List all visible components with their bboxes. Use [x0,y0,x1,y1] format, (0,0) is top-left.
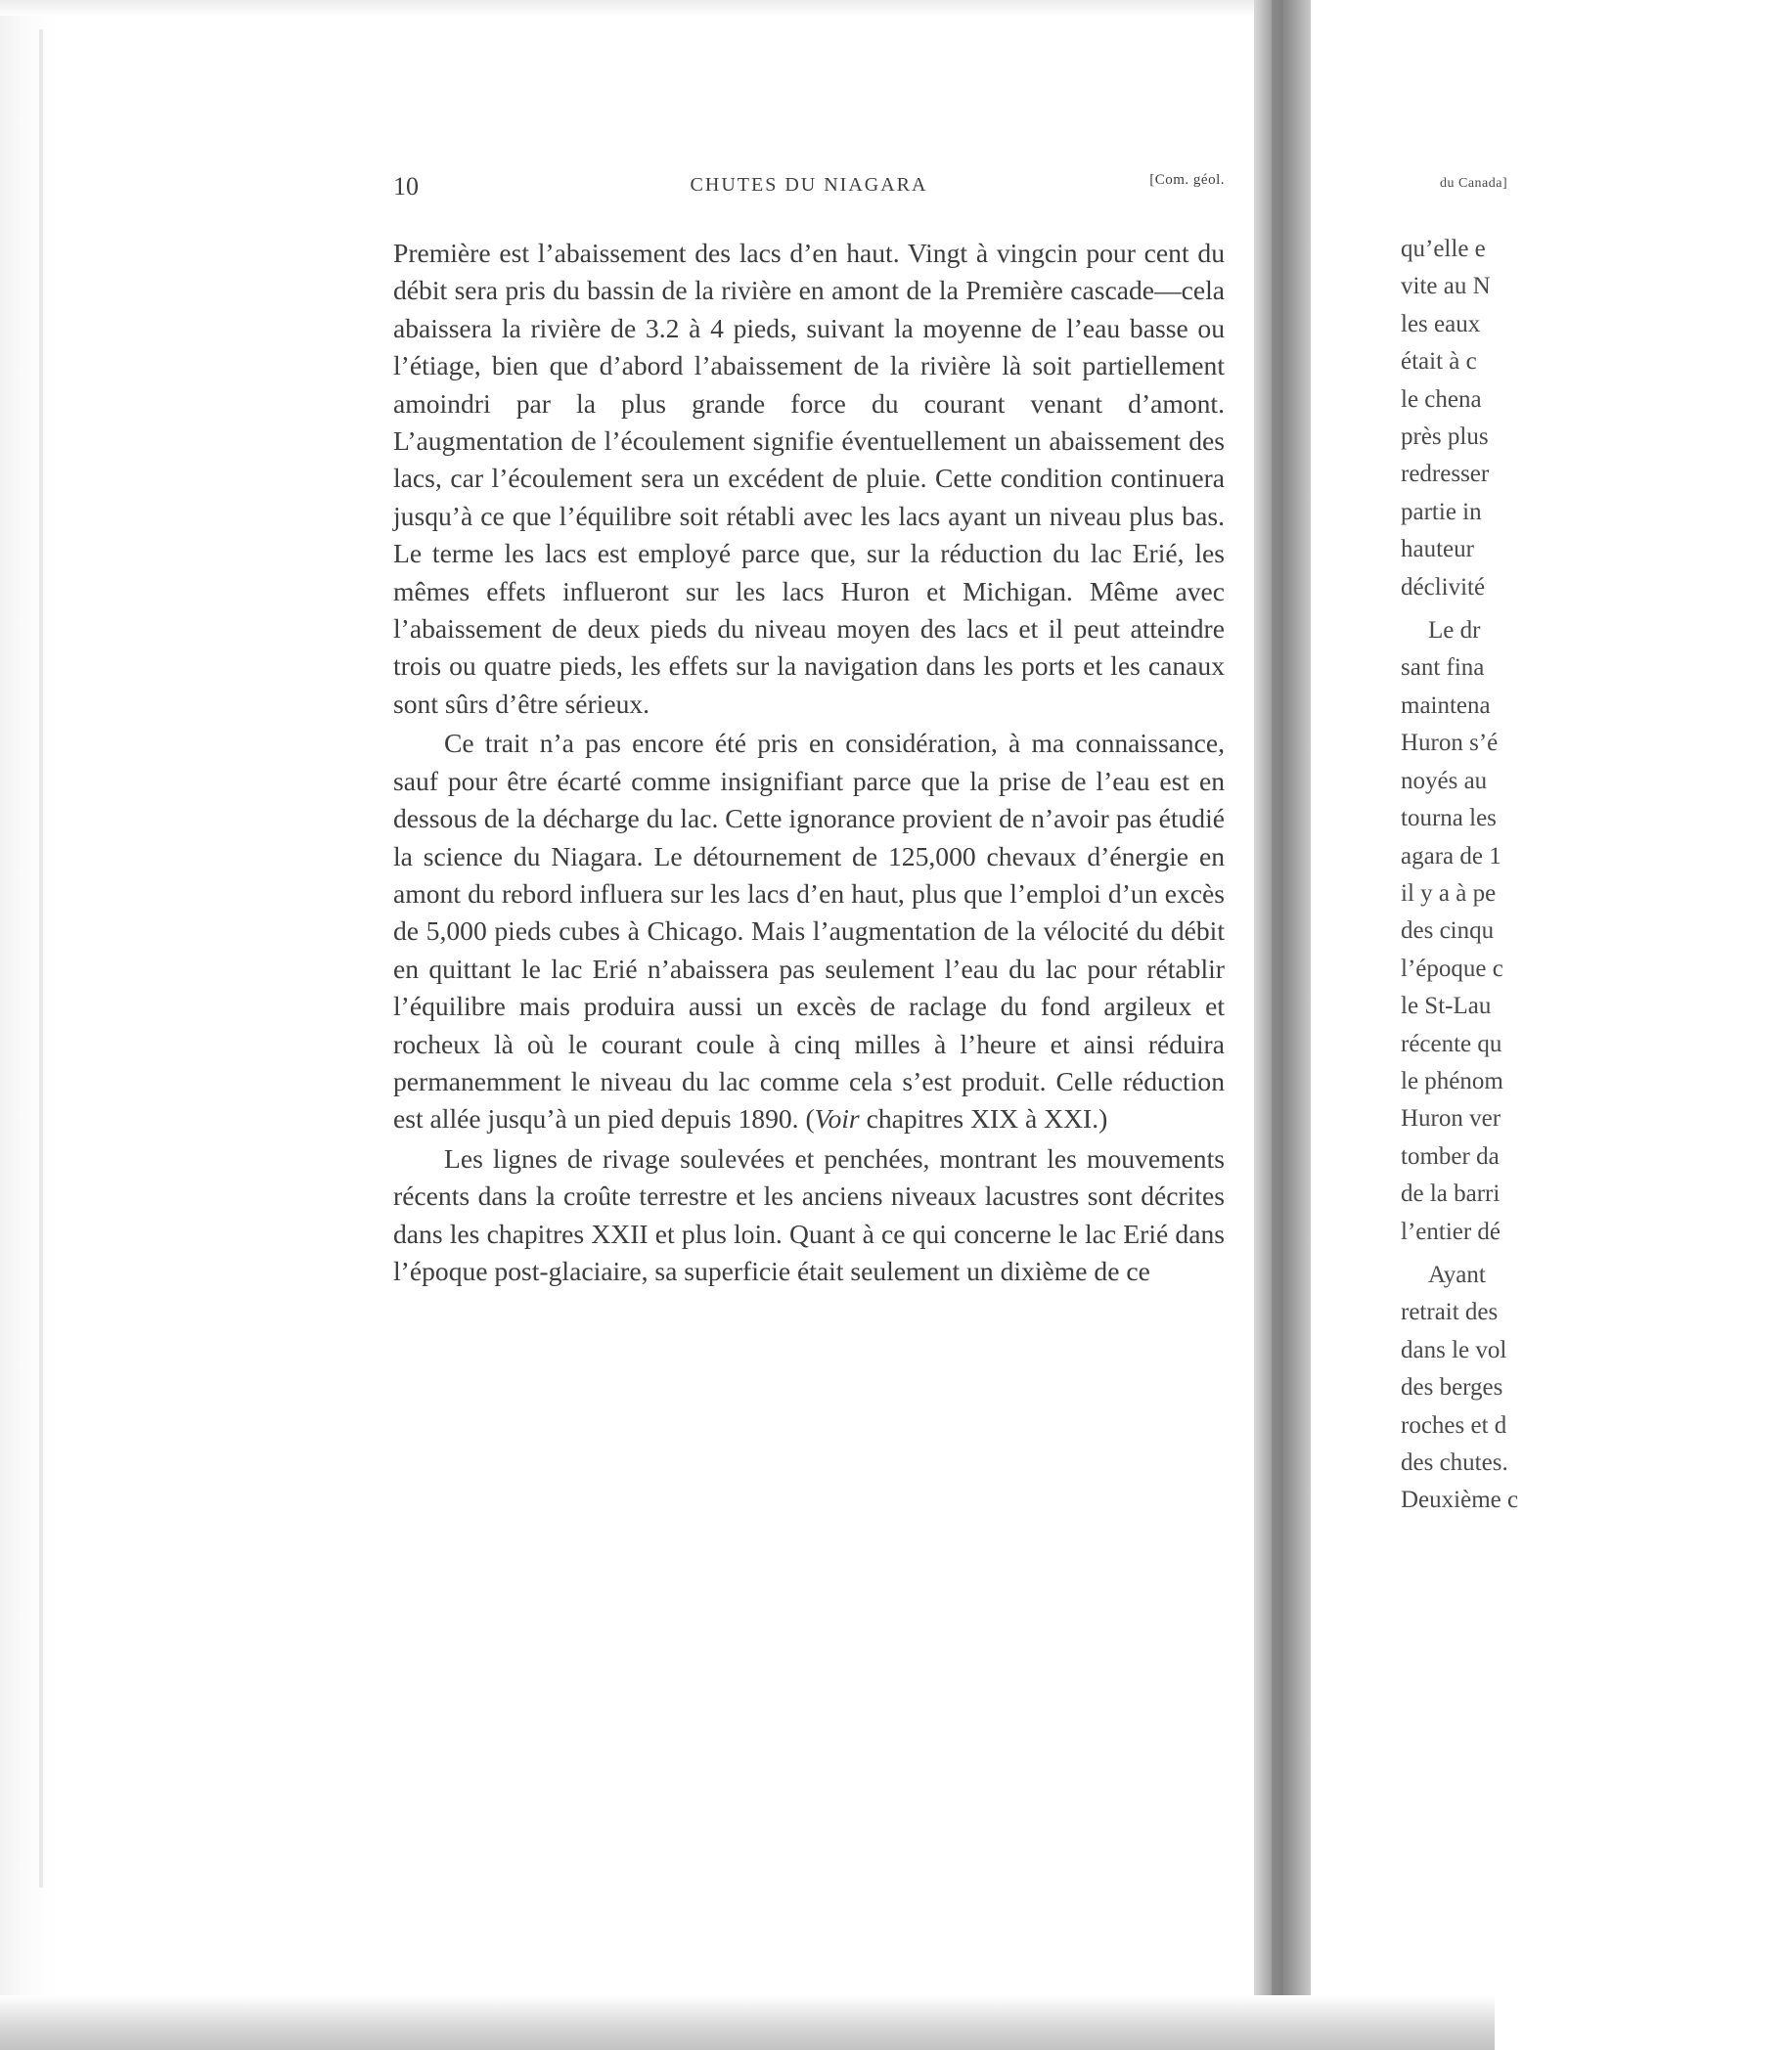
right-page-line: de la barri [1401,1181,1501,1208]
right-page-line: l’entier dé [1401,1218,1501,1245]
right-page-line: était à c [1401,348,1477,376]
paragraph-2-text: Ce trait n’a pas encore été pris en considération, à ma connaissance, sauf pour être écarté comme insignifiant parce que la prise de l’eau est en dessous de la décharge du lac. Cette ignorance provient de n’avoir pas étudié la science du Niagara. Le détournement de 125,000 chevaux d’énergie en amont du rebord influera sur les lacs d’en haut, plus que l’emploi d’un excès de 5,000 pieds cubes à Chicago. Mais l’augmentation de la vélocité du débit en quittant le lac Erié n’abaissera pas seulement l’eau du lac pour rétablir l’équilibre mais produira aussi un excès de raclage du fond argileux et rocheux là où le courant coule à cinq milles à l’heure et ainsi réduira permanemment le niveau du lac comme cela s’est produit. Celle réduction est allée jusqu’à un pied depuis 1890. ( [393,728,1225,1135]
paragraph-2 [393,725,1225,1137]
right-page-line: retrait des [1401,1299,1499,1326]
right-page-line: des cinqu [1401,917,1495,945]
right-page-line: agara de 1 [1401,842,1501,869]
right-page-line: des chutes. [1401,1449,1508,1476]
right-page-line: Huron s’é [1401,730,1499,757]
right-page-line: redresser [1401,461,1490,488]
right-page-line: maintena [1401,691,1491,719]
top-page-edge [0,0,1272,16]
right-page-line: Huron ver [1401,1105,1501,1133]
right-page-line: le phénom [1401,1067,1503,1094]
right-page-line: récente qu [1401,1030,1502,1057]
running-title: CHUTES DU NIAGARA [690,174,928,196]
right-page-line: tourna les [1401,805,1497,832]
paragraph-2-italic: Voir [814,1103,860,1135]
right-page-line: tomber da [1401,1142,1500,1170]
bottom-scan-edge [0,1995,1495,2050]
right-page-line: des berges [1401,1374,1503,1402]
right-page-line: déclivité [1401,573,1486,601]
right-page-line: Deuxième c [1401,1487,1519,1514]
page-stack-line [39,29,43,1888]
right-page-line: les eaux [1401,310,1481,337]
paragraph-1: Première est l’abaissement des lacs d’en haut. Vingt à vingcin pour cent du débit sera pris du bassin de la rivière en amont de la Première cascade—cela abaissera la rivière de 3.2 à 4 pieds, suivant la moyenne de l’eau basse ou l’étiage, bien que d’abord l’abaissement de la rivière là soit partiellement amoindri par la plus grande force du courant venant d’amont. L’augmentation de l’écoulement signifie éventuellement un abaissement des lacs, car l’écoulement sera un excédent de pluie. Cette condition continuera jusqu’à ce que l’équilibre soit rétabli avec les lacs ayant un niveau plus bas. Le terme les lacs est employé parce que, sur la réduction du lac Erié, les mêmes effets influeront sur les lacs Huron et Michigan. Même avec l’abaissement de deux pieds du niveau moyen des lacs et il peut atteindre trois ou quatre pieds, les effets sur la navigation dans les ports et les canaux sont sûrs d’être sérieux. [393,238,1225,719]
right-page-line: roches et d [1401,1411,1507,1439]
body-text [393,235,1225,1290]
right-page-line: Ayant [1428,1261,1486,1288]
left-page [393,166,1225,1290]
right-page-line: sant fina [1401,654,1485,682]
right-page-line: le chena [1401,385,1482,413]
right-page-line: l’époque c [1401,955,1503,982]
right-series-tag: du Canada] [1440,176,1508,191]
gutter-shadow [1272,0,1283,2050]
right-page-line: vite au N [1401,273,1491,300]
right-page-line: Le dr [1428,617,1481,645]
right-page [1401,174,1792,1520]
series-tag: [Com. géol. [1149,172,1225,188]
right-page-line: hauteur [1401,536,1474,563]
right-page-clip [1311,0,1519,2050]
right-page-lines [1401,231,1792,1520]
paragraph-3: Les lignes de rivage soulevées et penchées, montrant les mouvements récents dans la croûte terrestre et les anciens niveaux lacustres sont décrites dans les chapitres XXII et plus loin. Quant à ce qui concerne le lac Erié dans l’époque post-glaciaire, sa superficie était seulement un dixième de ce [393,1142,1225,1286]
page-number: 10 [393,172,419,201]
right-page-line: partie in [1401,498,1482,525]
right-page-line: le St-Lau [1401,993,1492,1020]
paragraph-2-tail: chapitres XIX à XXI.) [859,1103,1108,1135]
running-header [393,166,1225,205]
right-page-line: il y a à pe [1401,879,1497,907]
right-page-line: dans le vol [1401,1336,1507,1363]
right-page-line: près plus [1401,423,1489,451]
right-page-line: noyés au [1401,767,1488,794]
left-page-edge [0,0,57,2050]
right-page-line: qu’elle e [1401,236,1486,262]
